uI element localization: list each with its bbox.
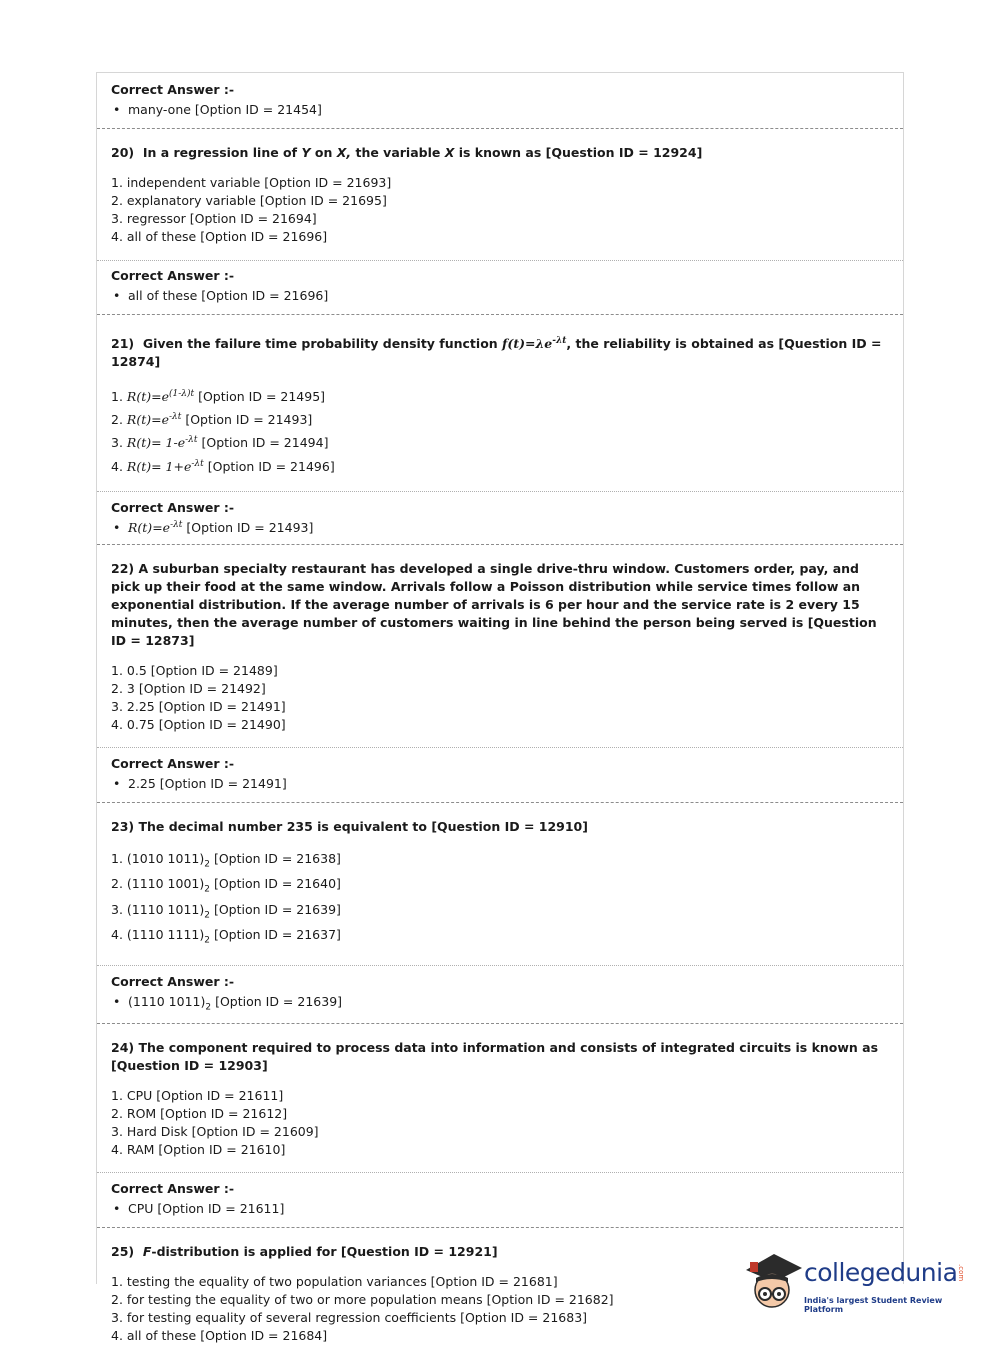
correct-answer-label: Correct Answer :-	[111, 755, 235, 771]
correct-answer: • all of these [Option ID = 21696]	[113, 288, 329, 303]
bullet-icon: •	[113, 993, 121, 1009]
question-text: 22) A suburban specialty restaurant has developed a single drive-thru window. Customers order, pay, and pick up their food at the same window. Arrivals follow a Poisson distribution while service times follow an exponential distribution. If the average number of arrivals is 6 per hour and the service rate is 2 every 15 minutes, then the average number of customers waiting in line behind the person being served is [Question ID = 12873]	[111, 560, 877, 648]
option: 4. RAM [Option ID = 21610]	[111, 1142, 286, 1158]
correct-answer	[111, 102, 889, 117]
answer-separator	[97, 747, 903, 748]
option: 1. CPU [Option ID = 21611]	[111, 1088, 284, 1104]
correct-answer-label: Correct Answer :-	[111, 499, 235, 515]
option: 2. for testing the equality of two or more population means [Option ID = 21682]	[111, 1292, 614, 1308]
mascot-icon	[742, 1248, 804, 1318]
option: 2. explanatory variable [Option ID = 21695]	[111, 193, 387, 208]
bullet-icon: •	[113, 102, 121, 117]
correct-answer: • 2.25 [Option ID = 21491]	[113, 775, 287, 791]
answer-separator	[97, 491, 903, 492]
correct-answer-label: Correct Answer :-	[111, 973, 235, 989]
question-text: 25) F-distribution is applied for [Question ID = 12921]	[111, 1244, 498, 1260]
question-text: 24) The component required to process data into information and consists of integrated circuits is known as [Question ID = 12903]	[111, 1040, 879, 1074]
q21-answer-block	[97, 500, 903, 544]
options-list	[111, 849, 889, 951]
question-text: 23) The decimal number 235 is equivalent to [Question ID = 12910]	[111, 818, 588, 834]
option: 3. $R(t)= 1-e^{-\lambda t}$ [Option ID = 21494]	[111, 435, 329, 451]
correct-answer: • $R(t)=e^{-\lambda t}$ [Option ID = 21493]	[113, 519, 314, 535]
logo-suffix: .com	[957, 1264, 965, 1282]
bullet-icon: •	[113, 775, 121, 791]
options-list	[111, 1087, 889, 1159]
q22-answer-block	[97, 756, 903, 802]
option: 4. (1110 $1111)_2$ [Option ID = 21637]	[111, 927, 341, 946]
question-text: 21) Given the failure time probability density function $f(t)=\lambda e^{-\lambda t}$, the reliability is obtained as [Question ID = 12874]	[111, 336, 882, 370]
question-22	[97, 545, 903, 747]
option: 2. ROM [Option ID = 21612]	[111, 1106, 288, 1122]
logo-tagline: India's largest Student Review Platform	[804, 1296, 943, 1314]
answer-separator	[97, 1172, 903, 1173]
option: 3. Hard Disk [Option ID = 21609]	[111, 1124, 319, 1140]
option: 3. for testing equality of several regression coefficients [Option ID = 21683]	[111, 1310, 588, 1326]
option: 4. all of these [Option ID = 21696]	[111, 229, 328, 244]
question-24	[97, 1024, 903, 1172]
options-list	[111, 384, 889, 477]
correct-answer-label: Correct Answer :-	[111, 268, 235, 283]
option: 1. independent variable [Option ID = 21693]	[111, 175, 392, 190]
option: 4. all of these [Option ID = 21684]	[111, 1328, 328, 1344]
option: 3. 2.25 [Option ID = 21491]	[111, 698, 286, 714]
option: 2. $R(t)=e^{-\lambda t}$ [Option ID = 21493]	[111, 412, 313, 428]
q23-answer-block	[97, 974, 903, 1024]
answer-separator	[97, 965, 903, 966]
option: 1. 0.5 [Option ID = 21489]	[111, 662, 278, 678]
option: 4. $R(t)= 1+e^{-\lambda t}$ [Option ID = 21496]	[111, 458, 335, 474]
option: 1. testing the equality of two population variances [Option ID = 21681]	[111, 1274, 558, 1290]
q20-answer-block	[97, 268, 903, 314]
correct-answer: • (1110 $1011)_2$ [Option ID = 21639]	[113, 993, 343, 1013]
question-23	[97, 803, 903, 965]
q24-answer-block	[97, 1181, 903, 1227]
bullet-icon: •	[113, 1201, 121, 1217]
bullet-icon: •	[113, 519, 121, 535]
option: 3. (1110 $1011)_2$ [Option ID = 21639]	[111, 901, 341, 921]
question-21	[97, 315, 903, 491]
collegedunia-logo	[742, 1248, 972, 1318]
answer-separator	[97, 260, 903, 261]
option: 4. 0.75 [Option ID = 21490]	[111, 716, 286, 732]
option: 2. 3 [Option ID = 21492]	[111, 680, 266, 696]
option: 3. regressor [Option ID = 21694]	[111, 211, 317, 226]
option: 2. (1110 $1001)_2$ [Option ID = 21640]	[111, 876, 341, 895]
correct-answer-label: Correct Answer :-	[111, 1181, 235, 1197]
option: 1. $R(t)=e^{(1-\lambda)t}$ [Option ID = 21495]	[111, 389, 326, 405]
question-text: 20) In a regression line of Y on X, the variable X is known as [Question ID = 12924]	[111, 145, 703, 160]
question-20	[97, 129, 903, 260]
correct-answer-label: Correct Answer :-	[111, 82, 235, 97]
logo-name: collegedunia	[804, 1258, 958, 1287]
options-list	[111, 662, 889, 734]
q19-answer-block	[97, 73, 903, 128]
correct-answer: • CPU [Option ID = 21611]	[113, 1201, 285, 1217]
options-list	[111, 174, 889, 246]
bullet-icon: •	[113, 288, 121, 303]
option: 1. (1010 $1011)_2$ [Option ID = 21638]	[111, 850, 341, 870]
answer-text: many-one [Option ID = 21454]	[128, 102, 322, 117]
